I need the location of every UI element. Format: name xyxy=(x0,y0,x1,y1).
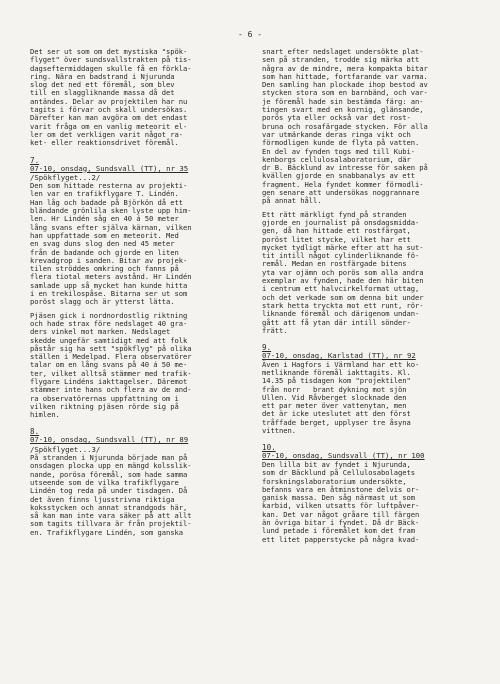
section-9-dateline: 07-10, onsdag, Karlstad (TT), nr 92 xyxy=(262,351,416,361)
section-7-subhead: /Spökflyget...2/ xyxy=(30,173,101,183)
section-10-dateline: 07-10, onsdag, Sundsvall (TT), nr 100 xyxy=(262,451,425,461)
page-number: - 6 - xyxy=(237,30,263,39)
continuation-paragraph-2: Ett rätt märkligt fynd på stranden gjorde en journalist på onsdagsmidda- gen, då han hittade ett rostfärgat, poröst litet stycke, vilket har ett mycket tydligt märke efter att ha sut- tit intill något cylinderliknande fö- remål. Medan en rostfärgade bitens yta var ojämn och porös som alla andra exemplar av fynden, hade den här biten i centrum ett halvcirkelformat uttag, och det verkade som om denna bit under stark hetta tryckta mot ett runt, rör- liknande föremål och därigenom undan- gått att få ytan där intill sönder- frätt. xyxy=(262,209,424,335)
intro-paragraph: Det ser ut som om det mystiska "spök- flyget" över sundsvallstrakten på tis- dagseftermiddagen skulle få en förkla- ring. Nära en badstrand i Njurunda slog det ned ett föremål, som blev till en slaggliknande massa då det antändes. Delar av projektilen har nu tagits i förvar och skall undersökas. Därefter kan man avgöra om det endast varit fråga om en vanlig meteorit el- ler om det verkligen varit något ra- ket- eller reaktionsdrivet föremål. xyxy=(30,47,192,148)
section-7-paragraph-2: Pjäsen gick i nordnordostlig riktning och hade strax före nedslaget 40 gra- ders vinkel mot marken. Nedslaget skedde ungefär samtidigt med att folk påstår sig ha sett "spökflyg" på olika ställen i Medelpad. Flera observatörer talar om en lång svans på 40 á 50 me- ter, vilket alltså stämmer med trafik- flygare Lindéns iakttagelser. Däremot stämmer inte hans och flera av de and- ra observatörernas uppfattning om i vilken riktning pjäsen rörde sig på himlen. xyxy=(30,310,192,420)
section-8-dateline: 07-10, onsdag, Sundsvall (TT), nr 89 xyxy=(30,435,189,445)
section-10-number: 10. xyxy=(262,443,276,453)
continuation-paragraph-1: snart efter nedslaget undersökte plat- sen på stranden, trodde sig märka att några av de mindre, mera kompakta bitar som han hittade, fortfarande var varma. Den samling han plockade ihop bestod av stycken stora som en barnbänd, och var- je föremål hade sin bestämda färg: an- tingen svart med en kornig, glänsande, porös yta eller också var det rost- bruna och rosafärgade stycken. För alla var utmärkande deras ringa vikt och förmodligen kunde de flyta på vatten. En del av fynden togs med till Kubi- kenborgs cellulosalaboratorium, där dr B. Bäcklund av intresse för saken på kvällen gjorde en snabbanalys av ett fragment. Hela fyndet kommer förmodli- gen senare att undersökas noggrannare på annat håll. xyxy=(262,47,428,206)
section-8-paragraph-1: På stranden i Njurunda började man på onsdagen plocka upp en mängd kolsslik- nande, porösa föremål, som hade samma utseende som de vilka trafikflygare Lindén tog reda på under tisdagen. Då det även finns ljusstrivna riktiga koksstycken och annat strandgods här, så kan man inte vara säker på att allt som tagits tillvara är från projektil- en. Trafikflygare Lindén, som ganska xyxy=(30,453,192,537)
section-9-number: 9. xyxy=(262,343,272,353)
section-7-number: 7. xyxy=(30,155,40,165)
section-9-paragraph-1: Även i Hagfors i Värmland har ett ko- metliknande föremål iakttagits. Kl. 14.35 på tisdagen kom "projektilen" från norr brant dykning mot sjön Ullen. Vid Råvberget slocknade den ett par meter över vattenytan, men det är icke uteslutet att den först tråffade berget, upplyser tre åsyna vittnen. xyxy=(262,359,420,436)
right-column xyxy=(262,48,474,544)
section-8-number: 8. xyxy=(30,427,40,437)
section-10-paragraph-1: Den lilla bit av fyndet i Njurunda, som dr Bäcklund på Cellulosabolagets forskningslaboratorium undersökte, befanns vara en åtminstone delvis or- ganisk massa. Den såg närmast ut som karbid, vilken utsatts för luftpåver- kan. Det var något gråare till färgen än övriga bitar i fyndet. Då dr Bäck- lund petade i föremålet kom det fram ett litet papperstycke på några kvad- xyxy=(262,459,420,544)
section-8-subhead: /Spökflyget...3/ xyxy=(30,445,101,455)
left-column xyxy=(30,48,242,537)
section-7-dateline: 07-10, onsdag, Sundsvall (TT), nr 35 xyxy=(30,163,189,173)
section-7-paragraph-1: Den som hittade resterna av projekti- len var en trafikflygare T. Lindén. Han låg och badade på Björkön då ett bländande grönlila sken lyste upp him- len. Hr Lindén såg en 40 á 50 meter lång svans efter själva kärnan, vilken han uppfattade som en meteorit. Med en svag duns slog den ned 45 meter från de badande och gjorde en liten krevadgrop i sanden. Bitar av projek- tilen ströddes omkring och fanns på flera tiotal meters avstånd. Hr Lindén samlade upp så mycket han kunde hitta i en trekilospåse. Bitarna ser ut som poröst slagg och är ytterst lätta. xyxy=(30,181,192,307)
